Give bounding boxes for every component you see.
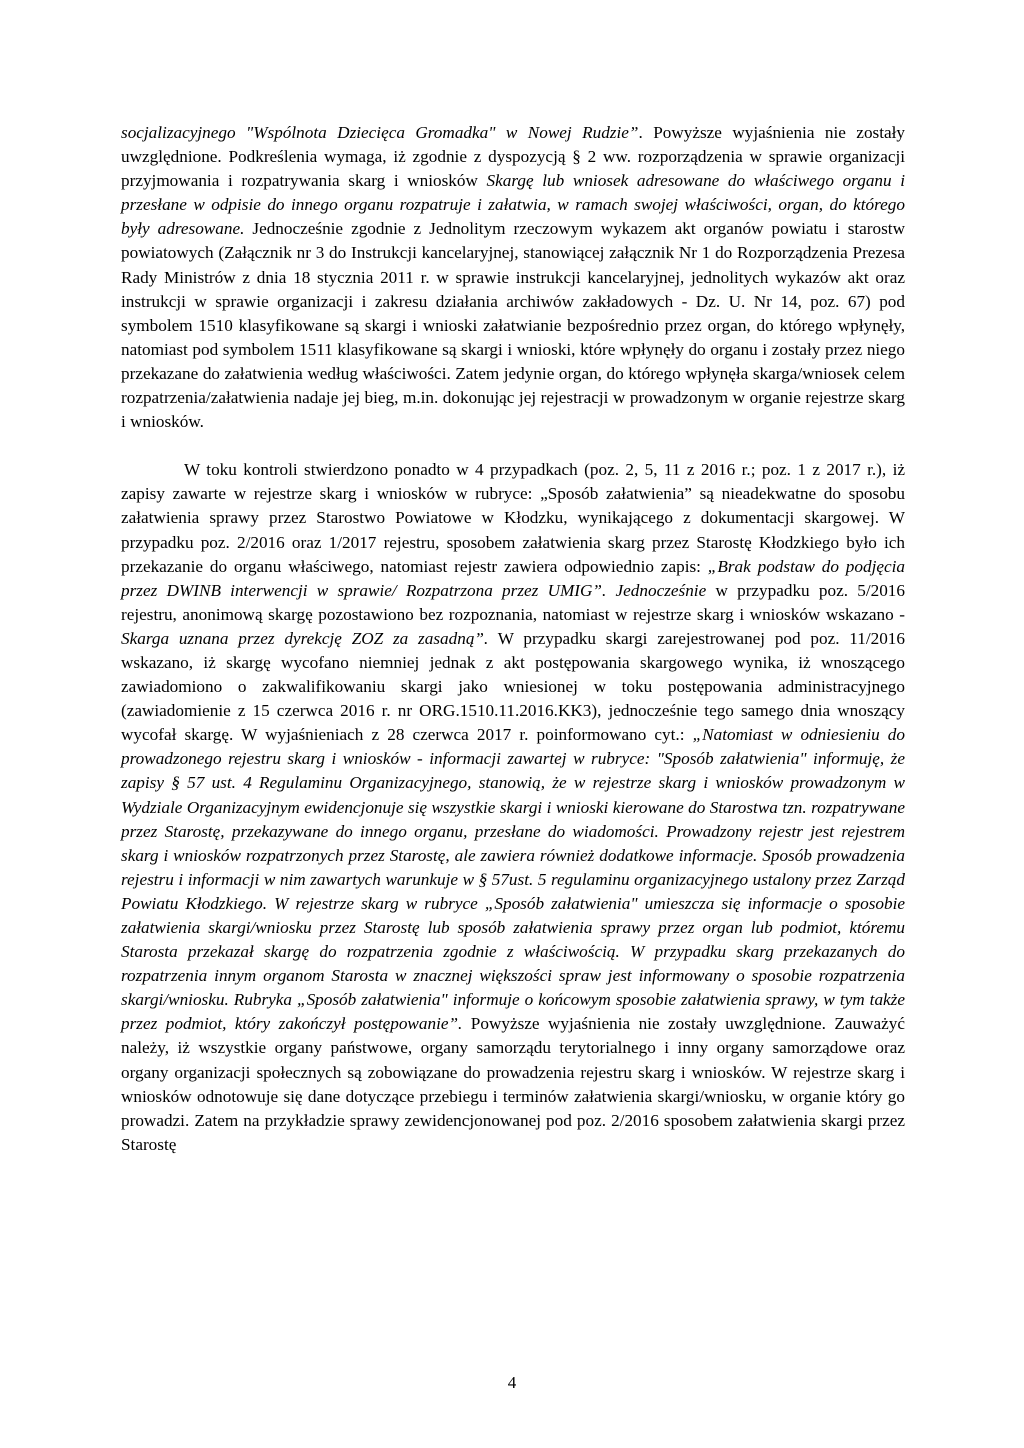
text-run: . Powyższe wyjaśnienia nie zostały uwzględnione. Podkreślenia wymaga, iż zgodnie z dyspozycją § 2 ww. rozporządzenia w sprawie organizacji przyjmowania i rozpatrywania skarg i wniosków	[121, 123, 905, 191]
text-run: „Brak podstaw do podjęcia przez DWINB interwencji w sprawie/ Rozpatrzona przez UMIG”. Jednocześnie	[121, 556, 905, 600]
text-run: Skargę lub wniosek adresowane do właściwego organu i przesłane w odpisie do innego organu rozpatruje i załatwia, w ramach swojej właściwości, organ, do którego były adresowane.	[121, 171, 906, 239]
text-run: socjalizacyjnego "Wspólnota Dziecięca Gromadka" w Nowej Rudzie”	[121, 123, 639, 142]
text-run: Jednocześnie zgodnie z Jednolitym rzeczowym wykazem akt organów powiatu i starostw powiatowych (Załącznik nr 3 do Instrukcji kancelaryjnej, stanowiącej załącznik Nr 1 do Rozporządzenia Prezesa Rady Ministrów z dnia 18 stycznia 2011 r. w sprawie instrukcji kancelaryjnej, jednolitych wykazów akt oraz instrukcji w sprawie organizacji i zakresu działania archiwów zakładowych - Dz. U. Nr 14, poz. 67) pod symbolem 1510 klasyfikowane są skargi i wnioski załatwianie bezpośrednio przez organ, do którego wpłynęły, natomiast pod symbolem 1511 klasyfikowane są skargi i wnioski, które wpłynęły do organu i zostały przez niego przekazane do załatwienia według właściwości. Zatem jedynie organ, do którego wpłynęła skarga/wniosek celem rozpatrzenia/załatwienia nadaje jej bieg, m.in. dokonując jej rejestracji w prowadzonym w organie rejestrze skarg i wniosków.	[121, 219, 905, 432]
text-run: Powyższe wyjaśnienia nie zostały uwzględnione. Zauważyć należy, iż wszystkie organy państwowe, organy samorządu terytorialnego i inny organy samorządowe oraz organy organizacji społecznych są zobowiązane do prowadzenia rejestru skarg i wniosków. W rejestrze skarg i wniosków odnotowuje się dane dotyczące przebiegu i terminów załatwienia skargi/wniosku, w organie który go prowadzi. Zatem na przykładzie sprawy zewidencjonowanej pod poz. 2/2016 sposobem załatwienia skargi przez Starostę	[121, 1014, 905, 1154]
text-run: w przypadku poz. 5/2016 rejestru, anonimową skargę pozostawiono bez rozpoznania, natomiast w rejestrze skarg i wniosków wskazano -	[121, 580, 905, 624]
paragraph-1	[121, 121, 905, 434]
paragraph-2	[121, 458, 905, 1157]
text-run: Skarga uznana przez dyrekcję ZOZ za zasadną”.	[121, 628, 489, 648]
text-run: W przypadku skargi zarejestrowanej pod poz. 11/2016 wskazano, iż skargę wycofano niemniej jednak z akt postępowania skargowego wynika, iż wnoszącego zawiadomiono o zakwalifikowaniu skargi jako wniesionej w toku postępowania administracyjnego (zawiadomienie z 15 czerwca 2016 r. nr ORG.1510.11.2016.KK3), jednocześnie tego samego dnia wnoszący wycofał skargę. W wyjaśnieniach z 28 czerwca 2017 r. poinformowano cyt.:	[121, 628, 905, 745]
text-run: W toku kontroli stwierdzono ponadto w 4 przypadkach (poz. 2, 5, 11 z 2016 r.; poz. 1 z 2017 r.), iż zapisy zawarte w rejestrze skarg i wniosków w rubryce: „Sposób załatwienia” są nieadekwatne do sposobu załatwienia sprawy przez Starostwo Powiatowe w Kłodzku, wynikającego z dokumentacji skargowej. W przypadku poz. 2/2016 oraz 1/2017 rejestru, sposobem załatwienia skarg przez Starostę Kłodzkiego było ich przekazanie do organu właściwego, natomiast rejestr zawiera odpowiednio zapis:	[121, 460, 905, 576]
text-run: „Natomiast w odniesieniu do prowadzonego rejestru skarg i wniosków - informacji zawartej w rubryce: "Sposób załatwienia" informuję, że zapisy § 57 ust. 4 Regulaminu Organizacyjnego, stanowią, że w rejestrze skarg i wniosków prowadzonym w Wydziale Organizacyjnym ewidencjonuje się wszystkie skargi i wnioski kierowane do Starostwa tzn. rozpatrywane przez Starostę, przekazywane do innego organu, przesłane do wiadomości. Prowadzony rejestr jest rejestrem skarg i wniosków rozpatrzonych przez Starostę, ale zawiera również dodatkowe informacje. Sposób prowadzenia rejestru i informacji w nim zawartych warunkuje w § 57ust. 5 regulaminu organizacyjnego ustalony przez Zarząd Powiatu Kłodzkiego. W rejestrze skarg w rubryce „Sposób załatwienia" umieszcza się informacje o sposobie załatwienia skargi/wniosku przez Starostę lub sposób załatwienia sprawy przez organ lub podmiot, któremu Starosta przekazał skargę do rozpatrzenia zgodnie z właściwością. W przypadku skarg przekazanych do rozpatrzenia innym organom Starosta w znacznej większości spraw jest informowany o sposobie rozpatrzenia skargi/wniosku. Rubryka „Sposób załatwienia" informuje o końcowym sposobie załatwienia sprawy, w tym także przez podmiot, który zakończył postępowanie”.	[121, 725, 905, 1034]
paragraph-spacer	[121, 434, 905, 458]
document-body	[121, 121, 905, 1157]
page-number: 4	[507, 1373, 517, 1392]
